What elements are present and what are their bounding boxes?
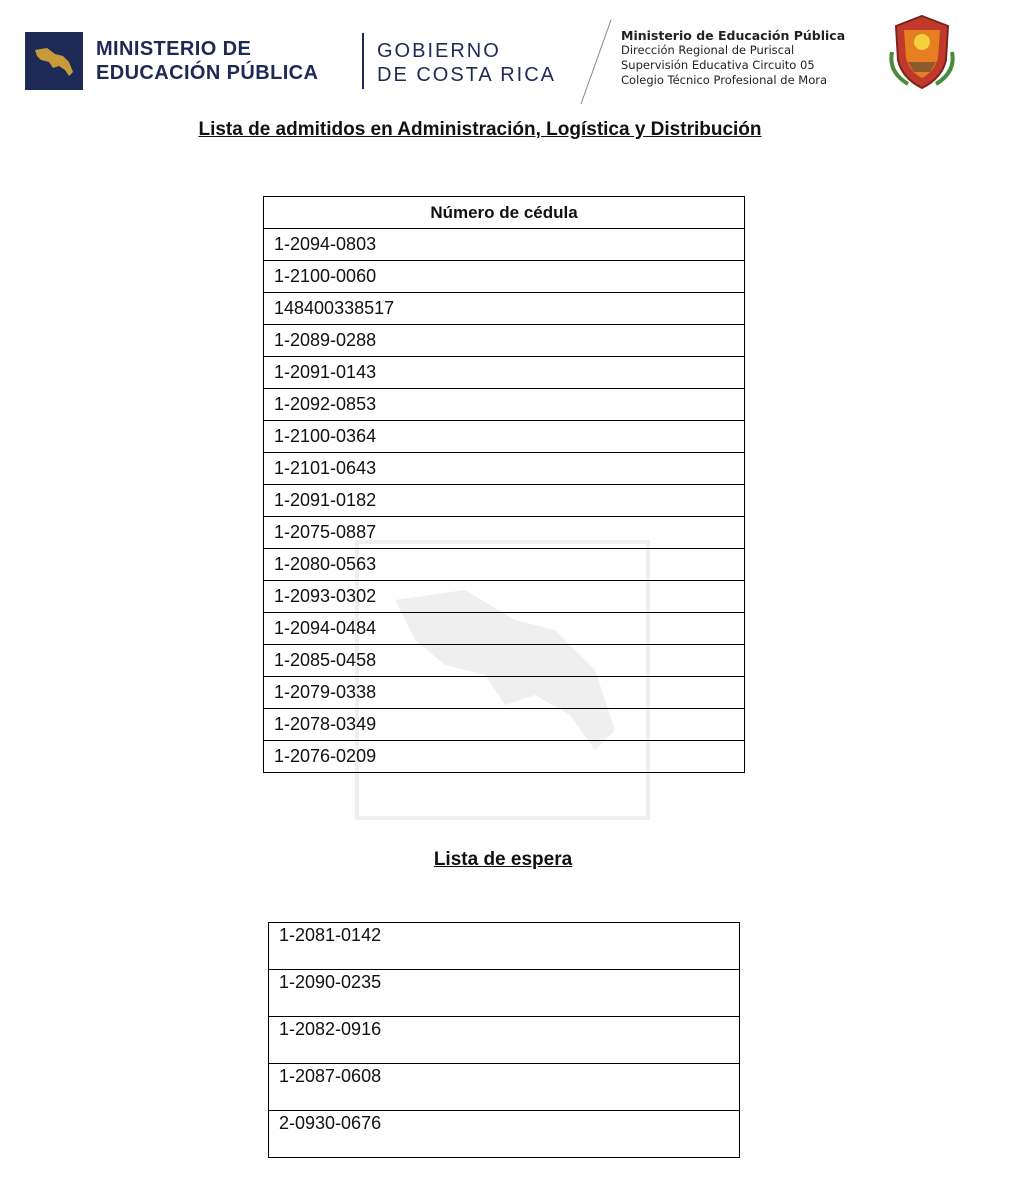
table-row [264,261,745,293]
table-header-row [264,197,745,229]
cedula-cell: 1-2100-0060 [264,261,745,293]
cedula-cell: 1-2085-0458 [264,645,745,677]
table-row [264,709,745,741]
cedula-cell: 1-2091-0143 [264,357,745,389]
table-row [269,1017,740,1064]
waitlist-cedula-cell: 2-0930-0676 [269,1111,740,1158]
table-row [269,970,740,1017]
waitlist-table [268,922,740,1158]
table-row [264,645,745,677]
institution-info [621,28,845,88]
table-row [264,677,745,709]
gov-line1: GOBIERNO [377,40,501,62]
waitlist-cedula-cell: 1-2090-0235 [269,970,740,1017]
header-divider [362,33,364,89]
costa-rica-map-logo [25,32,83,90]
cedula-cell: 1-2091-0182 [264,485,745,517]
ministry-line2: EDUCACIÓN PÚBLICA [96,62,319,84]
table-row [264,421,745,453]
table-row [264,581,745,613]
cedula-cell: 1-2079-0338 [264,677,745,709]
table-row [264,453,745,485]
info-ministry: Ministerio de Educación Pública [621,28,846,43]
waitlist-cedula-cell: 1-2087-0608 [269,1064,740,1111]
table-row [264,229,745,261]
table-row [264,549,745,581]
ministry-line1: MINISTERIO DE [96,38,252,60]
admitted-table [263,196,745,773]
cedula-cell: 1-2100-0364 [264,421,745,453]
column-header-cedula: Número de cédula [264,197,745,229]
table-row [264,325,745,357]
info-regional: Dirección Regional de Puriscal [621,43,795,57]
cedula-cell: 1-2101-0643 [264,453,745,485]
cedula-cell: 1-2092-0853 [264,389,745,421]
admitted-list-title: Lista de admitidos en Administración, Logística y Distribución [198,119,762,140]
waitlist-title: Lista de espera [433,849,573,870]
table-row [269,1064,740,1111]
school-crest-icon [884,12,960,92]
waitlist-cedula-cell: 1-2081-0142 [269,923,740,970]
government-wordmark [377,39,556,87]
cedula-cell: 1-2094-0803 [264,229,745,261]
table-row [264,357,745,389]
cedula-cell: 1-2089-0288 [264,325,745,357]
cedula-cell: 1-2076-0209 [264,741,745,773]
cedula-cell: 1-2075-0887 [264,517,745,549]
table-row [264,389,745,421]
table-row [269,1111,740,1158]
table-row [264,485,745,517]
table-row [264,741,745,773]
info-school: Colegio Técnico Profesional de Mora [621,73,828,87]
table-row [264,293,745,325]
cedula-cell: 1-2078-0349 [264,709,745,741]
letterhead [0,0,1024,110]
ministry-wordmark [96,37,318,85]
table-row [264,517,745,549]
slash-divider [577,18,627,106]
cedula-cell: 1-2094-0484 [264,613,745,645]
gov-line2: DE COSTA RICA [377,64,556,86]
table-row [269,923,740,970]
table-row [264,613,745,645]
info-supervision: Supervisión Educativa Circuito 05 [621,58,815,72]
waitlist-cedula-cell: 1-2082-0916 [269,1017,740,1064]
cedula-cell: 148400338517 [264,293,745,325]
cedula-cell: 1-2093-0302 [264,581,745,613]
cedula-cell: 1-2080-0563 [264,549,745,581]
